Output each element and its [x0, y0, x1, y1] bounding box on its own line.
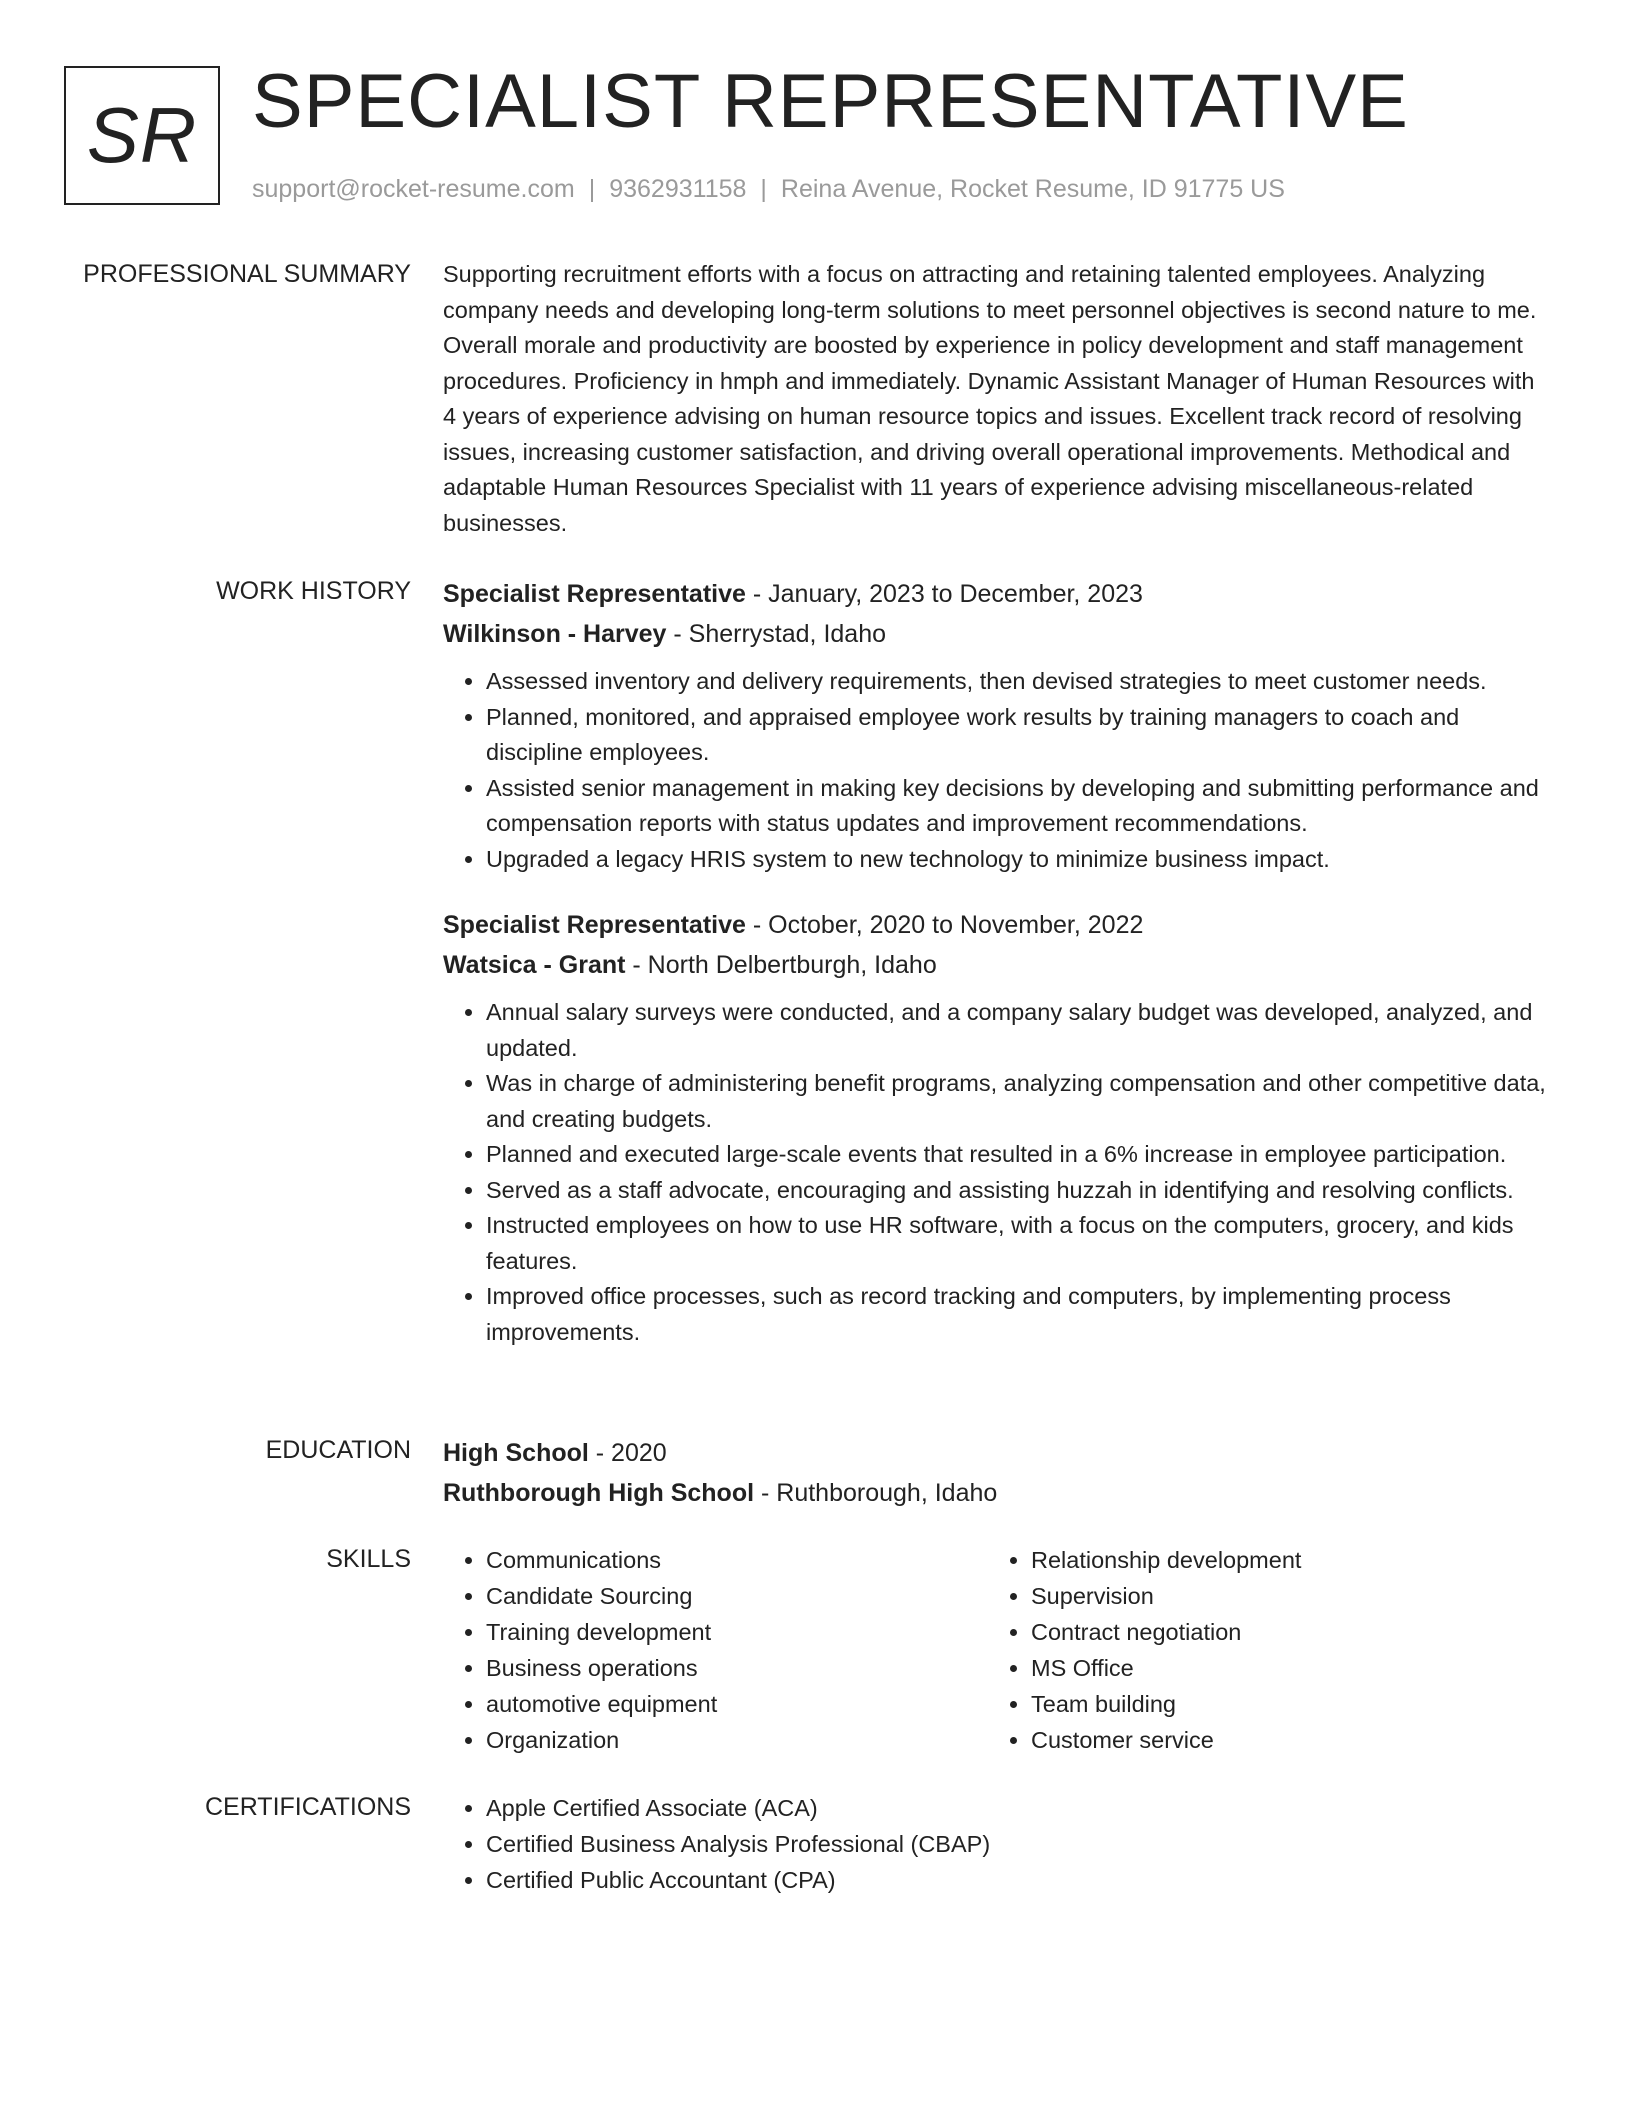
skills-body	[443, 1542, 1553, 1758]
job-bullet: • Was in charge of administering benefit programs, analyzing compensation and other competitive data, and creating budgets.	[486, 1066, 1553, 1137]
job-bullet: • Upgraded a legacy HRIS system to new technology to minimize business impact.	[486, 842, 1553, 878]
job-dates: - January, 2023 to December, 2023	[745, 580, 1143, 608]
skills-column-right	[988, 1542, 1533, 1758]
skill-item: • Communications	[486, 1542, 988, 1578]
section-label-education: EDUCATION	[265, 1436, 411, 1464]
skill-item: • Relationship development	[1031, 1542, 1533, 1578]
work-body	[443, 574, 1553, 1378]
job-title-line	[443, 574, 1553, 614]
section-label-summary: PROFESSIONAL SUMMARY	[83, 260, 411, 288]
education-body	[443, 1433, 1553, 1513]
job-bullet: • Improved office processes, such as record tracking and computers, by implementing process improvements.	[486, 1279, 1553, 1350]
job-entry	[443, 574, 1553, 877]
job-bullets	[443, 664, 1553, 877]
job-company: Watsica - Grant	[443, 951, 626, 979]
job-company-line	[443, 614, 1553, 654]
job-bullet: • Planned and executed large-scale events that resulted in a 6% increase in employee participation.	[486, 1137, 1553, 1173]
education-year: - 2020	[588, 1439, 667, 1467]
job-company-line	[443, 945, 1553, 985]
section-label-certifications: CERTIFICATIONS	[204, 1793, 411, 1821]
job-bullet: • Instructed employees on how to use HR software, with a focus on the computers, grocery, and kids features.	[486, 1208, 1553, 1279]
education-degree-line	[443, 1433, 1553, 1473]
section-label-skills: SKILLS	[326, 1545, 411, 1573]
skill-item: • Supervision	[1031, 1578, 1533, 1614]
contact-separator: |	[588, 175, 596, 203]
job-title: Specialist Representative	[443, 911, 746, 939]
contact-line	[252, 174, 1285, 204]
skills-column-left	[443, 1542, 988, 1758]
job-bullet: • Annual salary surveys were conducted, and a company salary budget was developed, analyzed, and updated.	[486, 995, 1553, 1066]
skill-item: • Team building	[1031, 1686, 1533, 1722]
skill-item: • Training development	[486, 1614, 988, 1650]
job-title-line	[443, 905, 1553, 945]
certification-item: • Certified Public Accountant (CPA)	[486, 1862, 1553, 1898]
job-company: Wilkinson - Harvey	[443, 620, 667, 648]
skill-item: • Candidate Sourcing	[486, 1578, 988, 1614]
job-location: - Sherrystad, Idaho	[666, 620, 887, 648]
education-school: Ruthborough High School	[443, 1479, 755, 1507]
job-location: - North Delbertburgh, Idaho	[625, 951, 937, 979]
job-bullet: • Assessed inventory and delivery requirements, then devised strategies to meet customer needs.	[486, 664, 1553, 700]
contact-phone[interactable]: 9362931158	[609, 175, 747, 203]
skill-item: • Contract negotiation	[1031, 1614, 1533, 1650]
skill-item: • Organization	[486, 1722, 988, 1758]
skill-item: • automotive equipment	[486, 1686, 988, 1722]
contact-address: Reina Avenue, Rocket Resume, ID 91775 US	[780, 175, 1285, 203]
resume-name-title: SPECIALIST REPRESENTATIVE	[252, 59, 1409, 144]
job-entry	[443, 905, 1553, 1350]
monogram-logo: SR	[64, 66, 220, 205]
job-dates: - October, 2020 to November, 2022	[745, 911, 1144, 939]
certification-item: • Apple Certified Associate (ACA)	[486, 1790, 1553, 1826]
skill-item: • Business operations	[486, 1650, 988, 1686]
certifications-list	[443, 1790, 1553, 1898]
job-bullet: • Served as a staff advocate, encouraging and assisting huzzah in identifying and resolving conflicts.	[486, 1173, 1553, 1209]
education-location: - Ruthborough, Idaho	[754, 1479, 998, 1507]
skill-item: • Customer service	[1031, 1722, 1533, 1758]
certification-item: • Certified Business Analysis Professional (CBAP)	[486, 1826, 1553, 1862]
summary-body	[443, 257, 1553, 541]
job-bullets	[443, 995, 1553, 1350]
contact-email[interactable]: support@rocket-resume.com	[252, 175, 575, 203]
skill-item: • MS Office	[1031, 1650, 1533, 1686]
job-bullet: • Planned, monitored, and appraised employee work results by training managers to coach and discipline employees.	[486, 700, 1553, 771]
skills-grid	[443, 1542, 1553, 1758]
job-title: Specialist Representative	[443, 580, 746, 608]
summary-text: Supporting recruitment efforts with a focus on attracting and retaining talented employees. Analyzing company needs and developing long-term solutions to meet personnel objectives is second nature to me. Overall morale and productivity are boosted by experience in policy development and staff management procedures. Proficiency in hmph and immediately. Dynamic Assistant Manager of Human Resources with 4 years of experience advising on human resource topics and issues. Excellent track record of resolving issues, increasing customer satisfaction, and driving overall operational improvements. Methodical and adaptable Human Resources Specialist with 11 years of experience advising miscellaneous-related businesses.	[443, 261, 1537, 536]
certifications-body	[443, 1790, 1553, 1898]
education-school-line	[443, 1473, 1553, 1513]
contact-separator: |	[760, 175, 767, 203]
section-label-work: WORK HISTORY	[216, 577, 411, 605]
job-bullet: • Assisted senior management in making key decisions by developing and submitting performance and compensation reports with status updates and improvement recommendations.	[486, 771, 1553, 842]
education-degree: High School	[443, 1439, 589, 1467]
